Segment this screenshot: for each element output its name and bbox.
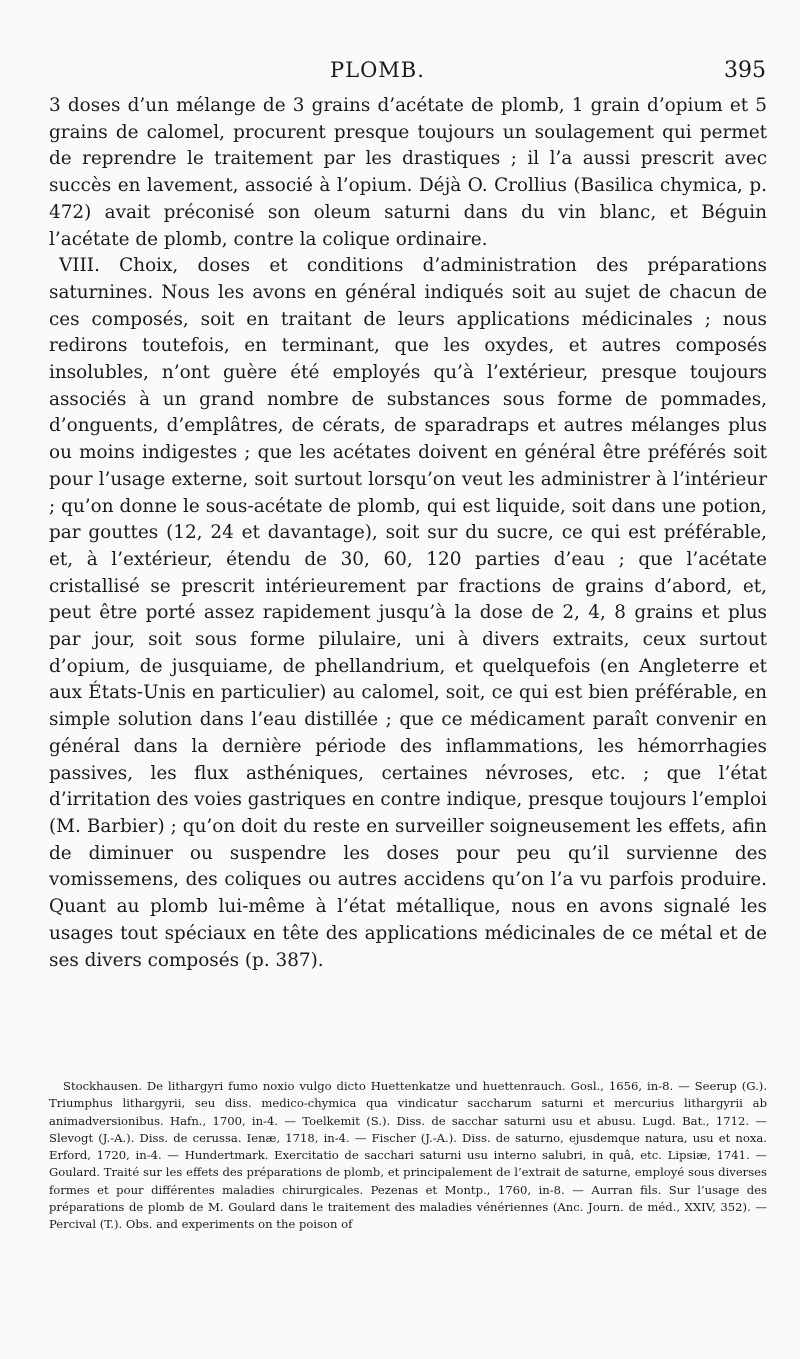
main-text — [49, 93, 767, 974]
page-number: 395 — [724, 58, 766, 83]
paragraph-continuation: 3 doses d’un mélange de 3 grains d’acétate de plomb, 1 grain d’opium et 5 grains de calomel, procurent presque toujours un soulagement qui permet de reprendre le traitement par les drastiques ; il l’a aussi prescrit avec succès en lavement, associé à l’opium. Déjà O. Crollius (Basilica chymica, p. 472) avait préconisé son oleum saturni dans du vin blanc, et Béguin l’acétate de plomb, contre la colique ordinaire. — [49, 95, 767, 250]
bibliography-text: Stockhausen. De lithargyri fumo noxio vulgo dicto Huettenkatze und huettenrauch. Gosl., 1656, in-8. — Seerup (G.). Triumphus lithargyrii, seu diss. medico-chymica qua vindicatur saccharum saturni et mercurius lithargyrii ab animadversionibus. Hafn., 1700, in-4. — Toelkemit (S.). Diss. de sacchar saturni usu et abusu. Lugd. Bat., 1712. — Slevogt (J.-A.). Diss. de cerussa. Ienæ, 1718, in-4. — Fischer (J.-A.). Diss. de saturno, ejusdemque natura, usu et noxa. Erford, 1720, in-4. — Hundertmark. Exercitatio de sacchari saturni usu interno salubri, in quâ, etc. Lipsiæ, 1741. — Goulard. Traité sur les effets des préparations de plomb, et principalement de l’extrait de saturne, employé sous diverses formes et pour différentes maladies chirurgicales. Pezenas et Montp., 1760, in-8. — Aurran fils. Sur l’usage des préparations de plomb de M. Goulard dans le traitement des maladies vénériennes (Anc. Journ. de méd., XXIV, 352). — Percival (T.). Obs. and experiments on the poison of — [49, 1079, 767, 1232]
page-header — [0, 58, 800, 92]
bibliography-notes — [49, 1078, 767, 1234]
running-title: PLOMB. — [330, 58, 425, 82]
paragraph-section-viii: VIII. Choix, doses et conditions d’administration des préparations saturnines. Nous les avons en général indiqués soit au sujet de chacun de ces composés, soit en traitant de leurs applications médicinales ; nous redirons toutefois, en terminant, que les oxydes, et autres composés insolubles, n’ont guère été employés qu’à l’extérieur, presque toujours associés à un grand nombre de substances sous forme de pommades, d’onguents, d’emplâtres, de cérats, de sparadraps et autres mélanges plus ou moins indigestes ; que les acétates doivent en général être préférés soit pour l’usage externe, soit surtout lorsqu’on veut les administrer à l’intérieur ; qu’on donne le sous-acétate de plomb, qui est liquide, soit dans une potion, par gouttes (12, 24 et davantage), soit sur du sucre, ce qui est préférable, et, à l’extérieur, étendu de 30, 60, 120 parties d’eau ; que l’acétate cristallisé se prescrit intérieurement par fractions de grains d’abord, et, peut être porté assez rapidement jusqu’à la dose de 2, 4, 8 grains et plus par jour, soit sous forme pilulaire, uni à divers extraits, ceux surtout d’opium, de jusquiame, de phellandrium, et quelquefois (en Angleterre et aux États-Unis en particulier) au calomel, soit, ce qui est bien préférable, en simple solution dans l’eau distillée ; que ce médicament paraît convenir en général dans la dernière période des inflammations, les hémorrhagies passives, les flux asthéniques, certaines névroses, etc. ; que l’état d’irritation des voies gastriques en contre indique, presque toujours l’emploi (M. Barbier) ; qu’on doit du reste en surveiller soigneusement les effets, afin de diminuer ou suspendre les doses pour peu qu’il survienne des vomissemens, des coliques ou autres accidens qu’on l’a vu parfois produire. Quant au plomb lui-même à l’état métallique, nous en avons signalé les usages tout spéciaux en tête des applications médicinales de ce métal et de ses divers composés (p. 387). — [49, 255, 767, 971]
